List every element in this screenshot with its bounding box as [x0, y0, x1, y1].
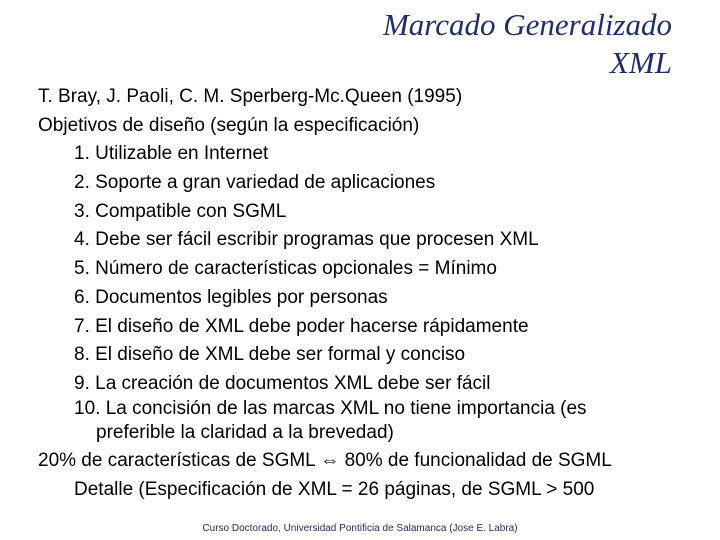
- detail-line: Detalle (Especificación de XML = 26 páginas, de SGML > 500: [74, 478, 595, 500]
- objective-item-continuation: preferible la claridad a la brevedad): [96, 421, 394, 443]
- objective-item: 9. La creación de documentos XML debe ser fácil: [74, 372, 491, 394]
- authors-line: T. Bray, J. Paoli, C. M. Sperberg-Mc.Queen (1995): [38, 86, 463, 107]
- objective-item: 7. El diseño de XML debe poder hacerse rápidamente: [74, 315, 529, 337]
- objective-item: 6. Documentos legibles por personas: [74, 286, 388, 308]
- slide-footer: Curso Doctorado, Universidad Pontificia de Salamanca (Jose E. Labra): [202, 523, 518, 534]
- slide-title-line-2: XML: [610, 45, 672, 80]
- objective-item: 3. Compatible con SGML: [74, 200, 287, 222]
- objective-item: 1. Utilizable en Internet: [74, 143, 269, 165]
- sgml-comparison-line: 20% de características de SGML ⇔ 80% de funcionalidad de SGML: [38, 450, 612, 472]
- objectives-heading: Objetivos de diseño (según la especificación): [38, 114, 420, 136]
- objective-item: 10. La concisión de las marcas XML no tiene importancia (es: [74, 397, 587, 419]
- slide-title-line-1: Marcado Generalizado: [382, 7, 672, 42]
- slide-title: [383, 6, 672, 82]
- objective-item: 8. El diseño de XML debe ser formal y conciso: [74, 344, 466, 366]
- objective-item: 2. Soporte a gran variedad de aplicaciones: [74, 172, 436, 194]
- objective-item: 4. Debe ser fácil escribir programas que procesen XML: [74, 229, 539, 251]
- slide-body: [38, 83, 612, 505]
- objective-item: 5. Número de características opcionales = Mínimo: [74, 258, 497, 280]
